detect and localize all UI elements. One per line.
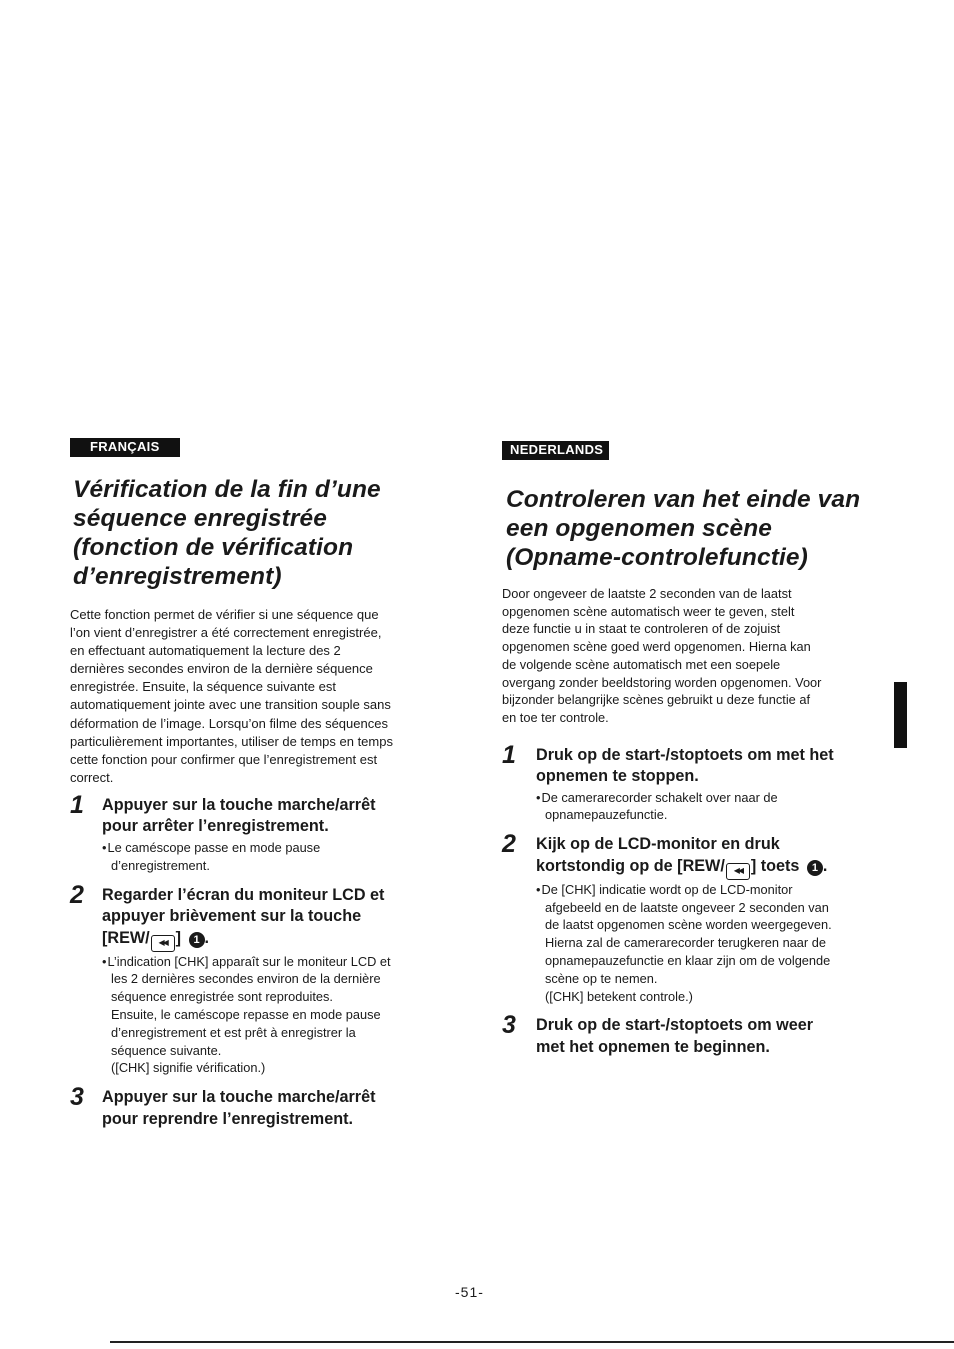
title-line: Vérification de la fin d’une xyxy=(73,476,381,503)
step-heading xyxy=(102,795,438,838)
note-line: les 2 dernières secondes environ de la dernière xyxy=(111,971,381,987)
note-line: opnamepauzefunctie en klaar zijn om de volgende xyxy=(545,952,831,968)
intro-line: Door ongeveer de laatste 2 seconden van de laatst xyxy=(502,586,792,601)
note-line: Ensuite, le caméscope repasse en mode pause xyxy=(111,1006,381,1022)
page-number: -51- xyxy=(455,1284,484,1300)
note-line: ([CHK] signifie vérification.) xyxy=(111,1060,266,1076)
chapter-tab-marker xyxy=(894,682,907,748)
step-heading-line: opnemen te stoppen. xyxy=(536,767,699,786)
intro-line: enregistrée. Ensuite, la séquence suivante est xyxy=(70,679,336,695)
step-number: 2 xyxy=(502,830,516,859)
step-heading-line: pour arrêter l’enregistrement. xyxy=(102,817,329,836)
bottom-divider xyxy=(110,1341,954,1343)
step-number: 3 xyxy=(70,1083,84,1112)
note-line: ([CHK] betekent controle.) xyxy=(545,988,693,1004)
note-line: • De camerarecorder schakelt over naar de xyxy=(536,789,868,807)
step-note xyxy=(102,953,438,1078)
step-heading-line: Druk op de start-/stoptoets om met het xyxy=(536,745,834,764)
step-1-dutch xyxy=(502,740,868,825)
note-line: séquence suivante. xyxy=(111,1042,222,1058)
rew-suffix: ] xyxy=(175,928,182,947)
intro-line: automatiquement jointe avec une transition souple sans xyxy=(70,697,391,713)
intro-paragraph-dutch xyxy=(502,585,868,727)
title-line: séquence enregistrée xyxy=(73,505,327,532)
rew-suffix: ] toets xyxy=(750,856,800,875)
note-line: • De [CHK] indicatie wordt op de LCD-monitor xyxy=(536,881,868,899)
step-heading-line: Appuyer sur la touche marche/arrêt xyxy=(102,1088,376,1107)
language-badge-dutch: NEDERLANDS xyxy=(502,441,609,460)
step-heading xyxy=(536,1015,868,1058)
step-heading-line xyxy=(536,856,868,880)
note-line: d’enregistrement et est prêt à enregistrer la xyxy=(111,1024,356,1040)
title-line: Controleren van het einde van xyxy=(506,486,861,513)
intro-paragraph-french xyxy=(70,606,438,787)
dutch-column xyxy=(502,441,868,1058)
intro-line: overgang zonder beeldstoring worden opgenomen. Voor xyxy=(502,674,822,690)
step-note xyxy=(536,789,868,825)
note-line: de laatst opgenomen scène worden weergegeven. xyxy=(545,917,832,933)
step-note xyxy=(102,839,438,875)
intro-line: cette fonction pour confirmer que l’enregistrement est xyxy=(70,751,378,767)
step-3-dutch xyxy=(502,1011,868,1058)
note-line: opnamepauzefunctie. xyxy=(545,807,668,823)
step-3-french xyxy=(70,1083,438,1130)
heading-end: . xyxy=(204,928,210,947)
step-number: 1 xyxy=(70,790,84,819)
note-line: Hierna zal de camerarecorder terugkeren naar de xyxy=(545,935,826,951)
step-1-french xyxy=(70,790,438,875)
step-heading-line: Druk op de start-/stoptoets om weer xyxy=(536,1016,814,1035)
intro-line: en effectuant automatiquement la lecture des 2 xyxy=(70,643,341,659)
step-heading-line: Regarder l’écran du moniteur LCD et xyxy=(102,885,385,904)
title-line: d’enregistrement) xyxy=(73,563,282,590)
intro-line: dernières secondes environ de la dernière séquence xyxy=(70,661,373,677)
step-heading-line: pour reprendre l’enregistrement. xyxy=(102,1109,353,1128)
intro-line: deze functie u in staat te controleren of de zojuist xyxy=(502,621,781,637)
intro-line: opgenomen scène automatisch weer te geven, stelt xyxy=(502,603,795,619)
intro-line: l’on vient d’enregistrer a été correctement enregistrée, xyxy=(70,625,382,641)
step-heading-line: met het opnemen te beginnen. xyxy=(536,1037,770,1056)
step-heading-line: appuyer brièvement sur la touche xyxy=(102,907,362,926)
note-line: séquence enregistrée sont reproduites. xyxy=(111,989,333,1005)
step-number: 2 xyxy=(70,880,84,909)
heading-end: . xyxy=(822,856,828,875)
intro-line: bijzonder belangrijke scènes gebruikt u deze functie af xyxy=(502,692,811,708)
intro-line: déformation de l’image. Lorsqu’on filme des séquences xyxy=(70,715,388,731)
step-2-french xyxy=(70,880,438,1078)
intro-line: en toe ter controle. xyxy=(502,709,609,725)
note-line: • L’indication [CHK] apparaît sur le moniteur LCD et xyxy=(102,953,438,971)
circled-number-marker: 1 xyxy=(189,932,205,948)
title-line: (Opname-controlefunctie) xyxy=(506,544,808,571)
note-line: • Le caméscope passe en mode pause xyxy=(102,839,438,857)
intro-line: particulièrement importantes, utiliser de temps en temps xyxy=(70,733,393,749)
intro-line: opgenomen scène goed werd opgenomen. Hierna kan xyxy=(502,639,811,655)
language-badge-french: FRANÇAIS xyxy=(70,438,180,457)
note-line: d’enregistrement. xyxy=(111,857,210,873)
step-heading-line xyxy=(102,928,438,952)
step-heading xyxy=(536,745,868,788)
step-number: 3 xyxy=(502,1011,516,1040)
title-line: (fonction de vérification xyxy=(73,534,354,561)
french-column xyxy=(70,438,438,1130)
intro-line: correct. xyxy=(70,769,114,785)
title-line: een opgenomen scène xyxy=(506,515,773,542)
intro-line: de volgende scène automatisch met een soepele xyxy=(502,656,781,672)
step-heading-line: Appuyer sur la touche marche/arrêt xyxy=(102,795,376,814)
step-heading xyxy=(102,1087,438,1130)
step-heading-line: Kijk op de LCD-monitor en druk xyxy=(536,835,780,854)
circled-number-marker: 1 xyxy=(807,860,823,876)
rewind-icon: ◀◀ xyxy=(726,863,750,880)
step-heading xyxy=(536,834,868,880)
step-note xyxy=(536,881,868,1006)
rew-prefix: [REW/ xyxy=(102,928,150,947)
note-line: scène op te nemen. xyxy=(545,970,658,986)
step-heading xyxy=(102,885,438,952)
step-number: 1 xyxy=(502,740,516,769)
step-2-dutch xyxy=(502,830,868,1005)
intro-line: Cette fonction permet de vérifier si une séquence que xyxy=(70,607,379,622)
rew-prefix: kortstondig op de [REW/ xyxy=(536,856,725,875)
rewind-icon: ◀◀ xyxy=(151,935,175,952)
section-title-dutch xyxy=(506,485,868,572)
section-title-french xyxy=(73,475,438,591)
note-line: afgebeeld en de laatste ongeveer 2 seconden van xyxy=(545,899,829,915)
